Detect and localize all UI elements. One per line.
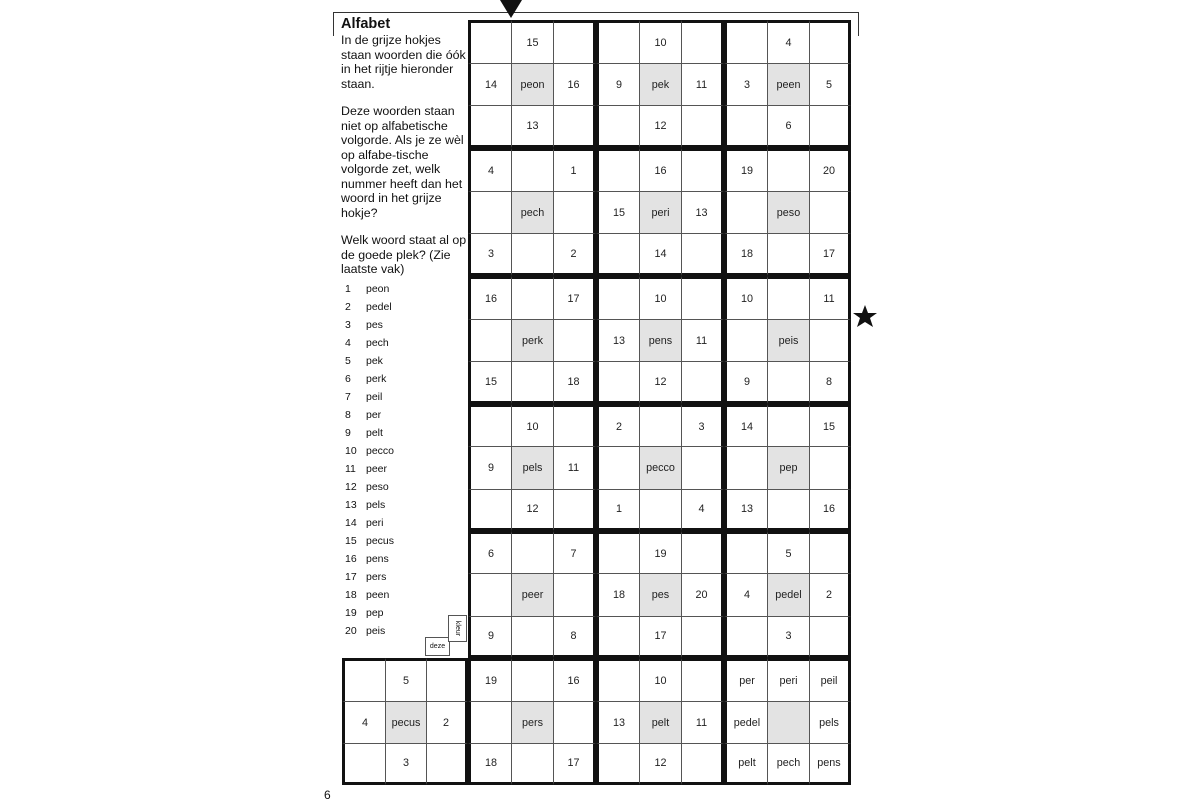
gray-word-cell: pels <box>511 446 553 489</box>
word-text: pedel <box>366 301 392 313</box>
grid-cell: 4 <box>468 148 511 191</box>
grid-cell <box>553 404 596 446</box>
grid-cell: 16 <box>553 63 596 105</box>
grid-cell: 5 <box>809 63 851 105</box>
grid-cell <box>681 743 724 785</box>
word-number: 6 <box>345 373 351 385</box>
gray-word-cell: pech <box>511 191 553 233</box>
gray-word-cell: peri <box>639 191 681 233</box>
grid-cell <box>639 404 681 446</box>
word-text: pens <box>366 553 389 565</box>
grid-cell <box>809 20 851 63</box>
grid-cell <box>342 658 385 701</box>
word-number: 20 <box>345 625 357 637</box>
puzzle-title: Alfabet <box>341 16 391 32</box>
grid-cell: 4 <box>342 701 385 743</box>
grid-cell <box>724 20 767 63</box>
grid-cell: 15 <box>511 20 553 63</box>
grid-cell: 10 <box>724 276 767 319</box>
grid-cell <box>681 276 724 319</box>
grid-cell <box>681 105 724 148</box>
gray-word-cell: peen <box>767 63 809 105</box>
instruction-paragraph: Deze woorden staan niet op alfabetische volgorde. Als je ze wèl op alfabe-tische volgorde zet, welk nummer heeft dan het woord in het grijze hokje? <box>341 104 464 220</box>
grid-cell <box>596 531 639 573</box>
word-text: pep <box>366 607 384 619</box>
word-number: 7 <box>345 391 351 403</box>
grid-cell: 2 <box>809 573 851 616</box>
word-text: pek <box>366 355 383 367</box>
word-list-item <box>345 568 394 586</box>
grid-cell: 16 <box>639 148 681 191</box>
word-list-item <box>345 496 394 514</box>
word-list-item <box>345 550 394 568</box>
word-number: 8 <box>345 409 351 421</box>
grid-cell <box>767 404 809 446</box>
gray-word-cell: pek <box>639 63 681 105</box>
grid-cell: pelt <box>724 743 767 785</box>
grid-cell <box>767 233 809 276</box>
grid-cell: 10 <box>639 276 681 319</box>
grid-cell: 10 <box>511 404 553 446</box>
grid-cell <box>767 361 809 404</box>
grid-cell: 13 <box>596 701 639 743</box>
word-text: peil <box>366 391 383 403</box>
word-list-item <box>345 388 394 406</box>
gray-word-cell: pens <box>639 319 681 361</box>
word-text: peer <box>366 463 388 475</box>
gray-word-cell: pecco <box>639 446 681 489</box>
grid-cell: 15 <box>809 404 851 446</box>
grid-cell: 6 <box>767 105 809 148</box>
grid-cell: 2 <box>596 404 639 446</box>
grid-cell <box>809 446 851 489</box>
grid-cell <box>553 191 596 233</box>
word-text: peon <box>366 283 390 295</box>
word-text: peis <box>366 625 386 637</box>
grid-cell: 18 <box>596 573 639 616</box>
grid-cell: pels <box>809 701 851 743</box>
grid-cell: 5 <box>385 658 426 701</box>
word-text: pels <box>366 499 386 511</box>
grid-cell <box>809 319 851 361</box>
word-list-item <box>345 406 394 424</box>
word-text: pecco <box>366 445 395 457</box>
word-text: pelt <box>366 427 383 439</box>
star-icon <box>852 304 878 330</box>
grid-cell: 11 <box>553 446 596 489</box>
grid-cell: 3 <box>681 404 724 446</box>
grid-cell: 18 <box>724 233 767 276</box>
grid-cell <box>681 361 724 404</box>
grid-cell <box>468 319 511 361</box>
gray-word-cell <box>767 701 809 743</box>
grid-cell: 14 <box>468 63 511 105</box>
grid-cell: 8 <box>553 616 596 658</box>
grid-cell <box>596 616 639 658</box>
word-number: 9 <box>345 427 351 439</box>
word-list-item <box>345 334 394 352</box>
gray-word-cell: pedel <box>767 573 809 616</box>
gray-word-cell: perk <box>511 319 553 361</box>
word-text: pecus <box>366 535 395 547</box>
grid-cell <box>681 616 724 658</box>
grid-cell: 17 <box>639 616 681 658</box>
grid-cell <box>596 148 639 191</box>
grid-cell <box>553 489 596 531</box>
grid-cell <box>426 743 468 785</box>
grid-cell <box>511 361 553 404</box>
word-list-item <box>345 424 394 442</box>
word-list-item <box>345 604 394 622</box>
word-number: 5 <box>345 355 351 367</box>
grid-cell: 2 <box>553 233 596 276</box>
grid-cell: 11 <box>681 701 724 743</box>
grid-cell: 3 <box>767 616 809 658</box>
word-number: 1 <box>345 283 351 295</box>
grid-cell <box>596 20 639 63</box>
grid-cell: 14 <box>639 233 681 276</box>
grid-cell <box>809 616 851 658</box>
grid-cell <box>681 233 724 276</box>
grid-cell <box>426 658 468 701</box>
grid-cell: 11 <box>809 276 851 319</box>
grid-cell <box>596 743 639 785</box>
grid-cell: 3 <box>385 743 426 785</box>
grid-cell <box>511 616 553 658</box>
kleur-tag: kleur <box>448 615 467 642</box>
grid-cell <box>511 276 553 319</box>
grid-cell: 17 <box>553 276 596 319</box>
grid-cell: 13 <box>724 489 767 531</box>
page-number: 6 <box>324 788 331 802</box>
grid-cell: 4 <box>681 489 724 531</box>
grid-cell <box>342 743 385 785</box>
gray-word-cell: peon <box>511 63 553 105</box>
word-list <box>345 280 394 640</box>
grid-cell <box>724 319 767 361</box>
grid-cell: 12 <box>511 489 553 531</box>
grid-cell: 20 <box>681 573 724 616</box>
grid-cell <box>724 446 767 489</box>
grid-cell <box>809 191 851 233</box>
grid-cell: pens <box>809 743 851 785</box>
word-list-item <box>345 352 394 370</box>
instruction-paragraph: In de grijze hokjes staan woorden die óók in het rijtje hieronder staan. <box>341 33 466 91</box>
grid-cell <box>681 148 724 191</box>
grid-cell <box>596 361 639 404</box>
word-number: 18 <box>345 589 357 601</box>
word-text: pers <box>366 571 387 583</box>
word-number: 14 <box>345 517 357 529</box>
gray-word-cell: peer <box>511 573 553 616</box>
grid-cell <box>553 701 596 743</box>
grid-cell: 19 <box>724 148 767 191</box>
grid-cell <box>511 148 553 191</box>
grid-cell: 13 <box>681 191 724 233</box>
word-text: per <box>366 409 382 421</box>
grid-cell: 1 <box>596 489 639 531</box>
word-text: peen <box>366 589 390 601</box>
word-list-item <box>345 298 394 316</box>
grid-cell: 19 <box>468 658 511 701</box>
grid-cell <box>468 105 511 148</box>
grid-cell <box>767 148 809 191</box>
grid-cell <box>724 105 767 148</box>
word-number: 15 <box>345 535 357 547</box>
grid-cell: 2 <box>426 701 468 743</box>
grid-cell: pedel <box>724 701 767 743</box>
grid-cell: 15 <box>596 191 639 233</box>
word-number: 13 <box>345 499 357 511</box>
word-number: 16 <box>345 553 357 565</box>
grid-cell: 17 <box>553 743 596 785</box>
grid-cell: 12 <box>639 743 681 785</box>
grid-cell <box>468 404 511 446</box>
grid-cell <box>511 743 553 785</box>
word-text: pech <box>366 337 389 349</box>
grid-cell: 16 <box>553 658 596 701</box>
grid-cell: 8 <box>809 361 851 404</box>
word-number: 11 <box>345 463 356 475</box>
grid-cell <box>724 191 767 233</box>
grid-cell <box>724 531 767 573</box>
gray-word-cell: pes <box>639 573 681 616</box>
grid-cell <box>468 573 511 616</box>
grid-cell: 16 <box>809 489 851 531</box>
word-text: peso <box>366 481 389 493</box>
grid-cell: 1 <box>553 148 596 191</box>
grid-cell <box>468 489 511 531</box>
grid-cell: 5 <box>767 531 809 573</box>
word-list-item <box>345 532 394 550</box>
grid-cell <box>511 531 553 573</box>
grid-cell <box>468 701 511 743</box>
word-list-item <box>345 316 394 334</box>
grid-cell: 13 <box>511 105 553 148</box>
grid-cell: 4 <box>724 573 767 616</box>
grid-cell: 9 <box>724 361 767 404</box>
grid-cell: 20 <box>809 148 851 191</box>
gray-word-cell: pelt <box>639 701 681 743</box>
grid-cell: 14 <box>724 404 767 446</box>
grid-cell <box>596 276 639 319</box>
down-arrow-marker-icon <box>500 0 522 18</box>
grid-cell <box>596 233 639 276</box>
word-text: peri <box>366 517 384 529</box>
word-number: 4 <box>345 337 351 349</box>
grid-cell <box>724 616 767 658</box>
instruction-paragraph: Welk woord staat al op de goede plek? (Zie laatste vak) <box>341 233 467 276</box>
grid-cell <box>596 446 639 489</box>
grid-cell <box>767 276 809 319</box>
word-number: 3 <box>345 319 351 331</box>
grid-cell <box>553 105 596 148</box>
grid-cell: 12 <box>639 105 681 148</box>
grid-cell: 13 <box>596 319 639 361</box>
grid-cell <box>809 105 851 148</box>
grid-cell: 12 <box>639 361 681 404</box>
word-number: 17 <box>345 571 357 583</box>
gray-word-cell: peso <box>767 191 809 233</box>
grid-cell: peil <box>809 658 851 701</box>
grid-cell <box>511 233 553 276</box>
word-list-item <box>345 514 394 532</box>
word-list-item <box>345 280 394 298</box>
word-list-item <box>345 586 394 604</box>
grid-cell <box>511 658 553 701</box>
word-number: 2 <box>345 301 351 313</box>
gray-word-cell: peis <box>767 319 809 361</box>
grid-cell <box>681 658 724 701</box>
deze-tag: deze <box>425 637 450 656</box>
word-list-item <box>345 460 394 478</box>
grid-cell: 18 <box>468 743 511 785</box>
word-number: 10 <box>345 445 357 457</box>
grid-cell <box>596 658 639 701</box>
grid-cell <box>553 20 596 63</box>
grid-cell: 16 <box>468 276 511 319</box>
grid-cell: 11 <box>681 319 724 361</box>
grid-cell: peri <box>767 658 809 701</box>
gray-word-cell: pep <box>767 446 809 489</box>
instructions <box>341 16 471 290</box>
word-number: 12 <box>345 481 357 493</box>
grid-cell: 3 <box>724 63 767 105</box>
gray-word-cell: pers <box>511 701 553 743</box>
grid-cell: 3 <box>468 233 511 276</box>
word-list-item <box>345 442 394 460</box>
grid-cell <box>553 319 596 361</box>
grid-cell: 6 <box>468 531 511 573</box>
grid-cell: 4 <box>767 20 809 63</box>
grid-cell <box>681 20 724 63</box>
gray-word-cell: pecus <box>385 701 426 743</box>
grid-cell: 7 <box>553 531 596 573</box>
grid-cell: 9 <box>468 616 511 658</box>
grid-cell: 10 <box>639 20 681 63</box>
grid-cell <box>468 191 511 233</box>
grid-cell <box>639 489 681 531</box>
word-list-item <box>345 622 394 640</box>
grid-cell: 19 <box>639 531 681 573</box>
grid-cell <box>468 20 511 63</box>
grid-cell <box>681 446 724 489</box>
grid-cell: 11 <box>681 63 724 105</box>
grid-cell <box>553 573 596 616</box>
grid-cell: 17 <box>809 233 851 276</box>
word-text: perk <box>366 373 387 385</box>
grid-cell: 9 <box>468 446 511 489</box>
grid-cell: per <box>724 658 767 701</box>
grid-cell: 9 <box>596 63 639 105</box>
grid-cell: pech <box>767 743 809 785</box>
grid-cell <box>596 105 639 148</box>
grid-cell <box>809 531 851 573</box>
grid-cell: 15 <box>468 361 511 404</box>
grid-cell <box>767 489 809 531</box>
word-list-item <box>345 370 394 388</box>
grid-cell <box>681 531 724 573</box>
grid-cell: 18 <box>553 361 596 404</box>
word-list-item <box>345 478 394 496</box>
grid-cell: 10 <box>639 658 681 701</box>
word-number: 19 <box>345 607 357 619</box>
word-text: pes <box>366 319 383 331</box>
